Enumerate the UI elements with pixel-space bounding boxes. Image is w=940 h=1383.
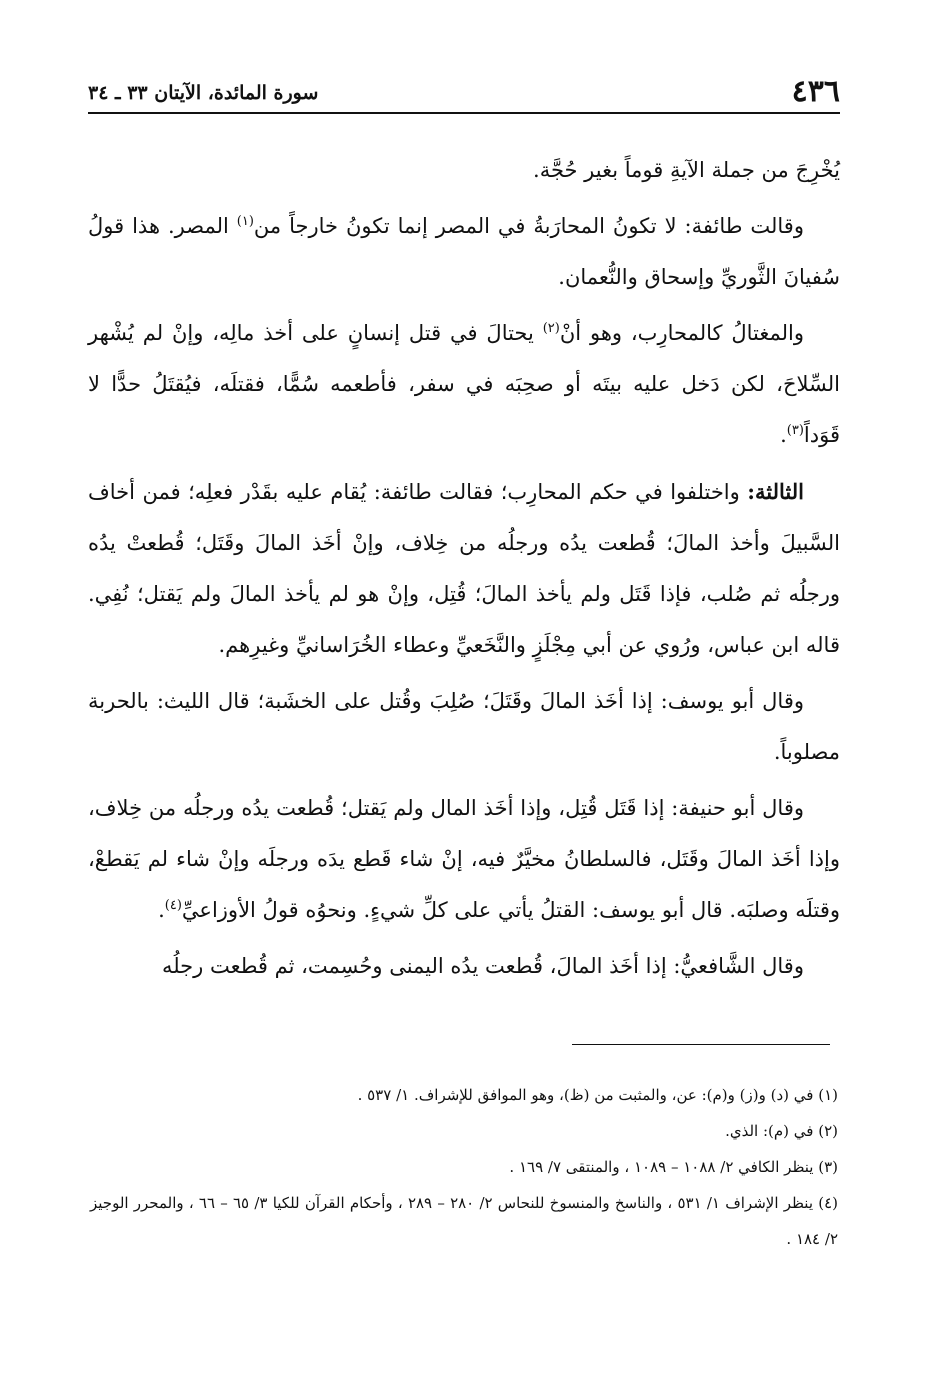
footnote-ref[interactable]: (٢) — [542, 321, 560, 336]
footnote-item: (٣) ينظر الكافي ٢/ ١٠٨٨ – ١٠٨٩ ، والمنتقى ٧/ ١٦٩ . — [509, 1158, 838, 1176]
paragraph-text: . — [158, 898, 165, 922]
footnote-ref[interactable]: (١) — [236, 214, 254, 229]
footnote-divider — [572, 1044, 830, 1045]
paragraph — [88, 201, 840, 303]
paragraph-text: وقالت طائفة: لا تكونُ المحارَبةُ في المصر إنما تكونُ خارجاً من — [253, 214, 804, 238]
footnotes — [90, 1077, 838, 1257]
page-number: ٤٣٦ — [791, 74, 840, 109]
paragraph — [88, 308, 840, 461]
footnote-item: (١) في (د) و(ز) و(م): عن، والمثبت من (ظ)، وهو الموافق للإشراف. ١/ ٥٣٧ . — [357, 1086, 838, 1104]
paragraph — [88, 783, 840, 936]
page-header — [88, 72, 840, 114]
paragraph-text: يحتالَ في قتل إنسانٍ على أخذ مالِه، وإنْ لم يُشْهر السِّلاحَ، لكن دَخل عليه بيتَه أو صحِبَه في سفر، فأطعمه سُمًّا، فقتلَه، فيُقتَلُ حدًّا لا قَوَداً — [88, 321, 841, 447]
paragraph — [88, 466, 840, 671]
footnote-item: (٢) في (م): الذي. — [725, 1122, 838, 1140]
paragraph-text: وقال أبو حنيفة: إذا قَتَل قُتِل، وإذا أخَذ المال ولم يَقتل؛ قُطعت يدُه ورجلُه من خِلاف، وإذا أخَذ المالَ وقَتَل، فالسلطانُ مخيَّرٌ فيه، إنْ شاء قَطع يدَه ورجلَه وإنْ شاء لم يَقطعْ، وقتلَه وصلبَه. قال أبو يوسف: القتلُ يأتي على كلِّ شيءٍ. ونحوُه قولُ الأوزاعيِّ — [88, 796, 840, 922]
running-title: سورة المائدة، الآيتان ٣٣ ـ ٣٤ — [88, 82, 319, 104]
footnote-item: (٤) ينظر الإشراف ١/ ٥٣١ ، والناسخ والمنسوخ للنحاس ٢/ ٢٨٠ – ٢٨٩ ، وأحكام القرآن للكيا ٣/ ٦٥ – ٦٦ ، والمحرر الوجيز ٢/ ١٨٤ . — [90, 1194, 838, 1248]
paragraph-text: وقال الشَّافعيُّ: إذا أخَذ المالَ، قُطعت يدُه اليمنى وحُسِمت، ثم قُطعت رجلُه — [161, 954, 804, 978]
paragraph-text: . — [780, 423, 787, 447]
paragraph-text: واختلفوا في حكم المحارِب؛ فقالت طائفة: يُقام عليه بقَدْر فعلِه؛ فمن أخاف السَّبيلَ وأخذ المالَ؛ قُطعت يدُه ورجلُه من خِلاف، وإنْ أخَذ المالَ وقَتَل؛ قُطعتْ يدُه ورجلُه ثم صُلب، فإذا قَتَل ولم يأخذ المالَ؛ قُتِل، وإنْ هو لم يأخذ المالَ ولم يَقتل؛ نُفِي. قاله ابن عباس، ورُوي عن أبي مِجْلَزٍ والنَّخَعيِّ وعطاء الخُرَاسانيِّ وغيرِهم. — [88, 480, 840, 657]
paragraph-text: المصر. هذا قولُ سُفيانَ الثَّوريِّ وإسحاق والنُّعمان. — [88, 214, 840, 289]
main-text — [88, 145, 840, 997]
footnote-ref[interactable]: (٣) — [786, 423, 804, 438]
paragraph-text: والمغتالُ كالمحارِب، وهو أنْ — [559, 321, 804, 345]
paragraph — [88, 145, 840, 196]
footnote-ref[interactable]: (٤) — [164, 898, 182, 913]
paragraph — [88, 676, 840, 778]
paragraph-text: وقال أبو يوسف: إذا أخَذ المالَ وقَتَلَ؛ صُلِبَ وقُتل على الخشَبة؛ قال الليث: بالحربة مصلوباً. — [88, 689, 840, 764]
paragraph-text: يُخْرِجَ من جملة الآيةِ قوماً بغير حُجَّة. — [533, 158, 840, 182]
paragraph — [88, 941, 840, 992]
section-lead: الثالثة: — [747, 479, 804, 504]
